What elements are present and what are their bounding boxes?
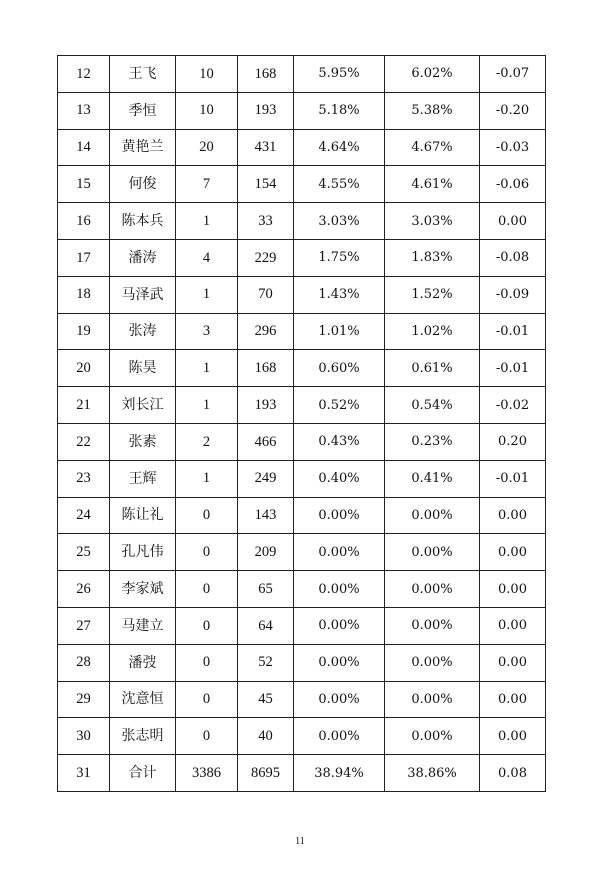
cell-row-number: 19 — [58, 313, 110, 350]
cell-row-number: 24 — [58, 497, 110, 534]
cell-total: 64 — [238, 607, 294, 644]
cell-percent-a: 4.64% — [294, 129, 385, 166]
cell-total: 431 — [238, 129, 294, 166]
table-row — [58, 534, 546, 571]
cell-name: 王辉 — [110, 460, 176, 497]
cell-total: 296 — [238, 313, 294, 350]
cell-count: 0 — [176, 681, 238, 718]
cell-percent-b: 1.52% — [385, 276, 480, 313]
page-number: 11 — [295, 836, 305, 847]
cell-row-number: 29 — [58, 681, 110, 718]
cell-percent-a: 4.55% — [294, 166, 385, 203]
cell-total: 209 — [238, 534, 294, 571]
cell-percent-b: 0.00% — [385, 607, 480, 644]
cell-difference: 0.00 — [480, 497, 546, 534]
cell-name: 李家斌 — [110, 571, 176, 608]
cell-difference: -0.06 — [480, 166, 546, 203]
cell-count: 0 — [176, 571, 238, 608]
cell-difference: 0.00 — [480, 607, 546, 644]
cell-total: 193 — [238, 92, 294, 129]
cell-count: 0 — [176, 644, 238, 681]
cell-percent-a: 0.52% — [294, 387, 385, 424]
cell-count: 0 — [176, 534, 238, 571]
table-body — [58, 56, 546, 792]
cell-difference: -0.20 — [480, 92, 546, 129]
cell-name: 马泽武 — [110, 276, 176, 313]
cell-percent-a: 1.01% — [294, 313, 385, 350]
cell-percent-b: 0.00% — [385, 644, 480, 681]
cell-difference: 0.00 — [480, 681, 546, 718]
table-row — [58, 129, 546, 166]
cell-percent-b: 6.02% — [385, 56, 480, 93]
table-row — [58, 681, 546, 718]
cell-percent-b: 3.03% — [385, 203, 480, 240]
cell-percent-b: 5.38% — [385, 92, 480, 129]
cell-percent-a: 0.00% — [294, 497, 385, 534]
cell-difference: 0.00 — [480, 571, 546, 608]
cell-count: 1 — [176, 350, 238, 387]
cell-percent-a: 5.18% — [294, 92, 385, 129]
cell-percent-b: 0.00% — [385, 534, 480, 571]
table-row — [58, 166, 546, 203]
cell-difference: 0.08 — [480, 755, 546, 792]
cell-total: 45 — [238, 681, 294, 718]
cell-total: 52 — [238, 644, 294, 681]
cell-name: 潘弢 — [110, 644, 176, 681]
table-row — [58, 423, 546, 460]
cell-row-number: 16 — [58, 203, 110, 240]
table-row — [58, 313, 546, 350]
cell-count: 10 — [176, 56, 238, 93]
cell-percent-b: 4.61% — [385, 166, 480, 203]
table-row — [58, 755, 546, 792]
cell-difference: -0.01 — [480, 313, 546, 350]
table-row — [58, 203, 546, 240]
cell-total: 466 — [238, 423, 294, 460]
cell-count: 3386 — [176, 755, 238, 792]
table-row — [58, 571, 546, 608]
cell-name: 黄艳兰 — [110, 129, 176, 166]
cell-percent-a: 0.00% — [294, 681, 385, 718]
data-table — [57, 55, 546, 792]
table-row — [58, 276, 546, 313]
cell-row-number: 21 — [58, 387, 110, 424]
cell-count: 7 — [176, 166, 238, 203]
table-row — [58, 460, 546, 497]
cell-row-number: 28 — [58, 644, 110, 681]
cell-percent-a: 1.75% — [294, 239, 385, 276]
cell-percent-a: 0.00% — [294, 607, 385, 644]
cell-percent-b: 0.00% — [385, 497, 480, 534]
cell-percent-b: 0.54% — [385, 387, 480, 424]
cell-row-number: 15 — [58, 166, 110, 203]
cell-name: 陈昊 — [110, 350, 176, 387]
cell-difference: -0.08 — [480, 239, 546, 276]
table-row — [58, 497, 546, 534]
cell-percent-b: 0.00% — [385, 681, 480, 718]
cell-percent-a: 0.00% — [294, 534, 385, 571]
cell-count: 20 — [176, 129, 238, 166]
cell-total: 154 — [238, 166, 294, 203]
cell-percent-b: 1.02% — [385, 313, 480, 350]
cell-percent-a: 0.40% — [294, 460, 385, 497]
table-row — [58, 718, 546, 755]
cell-name: 陈让礼 — [110, 497, 176, 534]
cell-count: 2 — [176, 423, 238, 460]
cell-percent-a: 0.00% — [294, 644, 385, 681]
cell-row-number: 17 — [58, 239, 110, 276]
cell-count: 0 — [176, 607, 238, 644]
cell-percent-b: 0.00% — [385, 718, 480, 755]
cell-count: 1 — [176, 460, 238, 497]
cell-total: 65 — [238, 571, 294, 608]
cell-percent-a: 38.94% — [294, 755, 385, 792]
cell-count: 1 — [176, 276, 238, 313]
cell-total: 193 — [238, 387, 294, 424]
cell-name: 刘长江 — [110, 387, 176, 424]
cell-name: 潘涛 — [110, 239, 176, 276]
cell-row-number: 30 — [58, 718, 110, 755]
cell-name: 季恒 — [110, 92, 176, 129]
cell-count: 4 — [176, 239, 238, 276]
cell-difference: 0.00 — [480, 534, 546, 571]
cell-percent-b: 4.67% — [385, 129, 480, 166]
cell-difference: 0.00 — [480, 644, 546, 681]
cell-name: 王飞 — [110, 56, 176, 93]
cell-total: 143 — [238, 497, 294, 534]
table-row — [58, 239, 546, 276]
cell-total: 8695 — [238, 755, 294, 792]
cell-row-number: 26 — [58, 571, 110, 608]
cell-percent-b: 38.86% — [385, 755, 480, 792]
cell-percent-b: 0.61% — [385, 350, 480, 387]
cell-row-number: 25 — [58, 534, 110, 571]
cell-count: 1 — [176, 203, 238, 240]
cell-total: 249 — [238, 460, 294, 497]
cell-row-number: 22 — [58, 423, 110, 460]
table-row — [58, 350, 546, 387]
table-row — [58, 607, 546, 644]
cell-total: 229 — [238, 239, 294, 276]
cell-row-number: 31 — [58, 755, 110, 792]
cell-row-number: 27 — [58, 607, 110, 644]
cell-name: 张素 — [110, 423, 176, 460]
cell-total: 40 — [238, 718, 294, 755]
cell-name: 张志明 — [110, 718, 176, 755]
cell-percent-b: 0.23% — [385, 423, 480, 460]
cell-count: 3 — [176, 313, 238, 350]
cell-name: 马建立 — [110, 607, 176, 644]
cell-row-number: 12 — [58, 56, 110, 93]
cell-percent-a: 0.00% — [294, 571, 385, 608]
cell-percent-b: 0.41% — [385, 460, 480, 497]
cell-name: 沈意恒 — [110, 681, 176, 718]
cell-name: 何俊 — [110, 166, 176, 203]
cell-percent-b: 1.83% — [385, 239, 480, 276]
cell-count: 10 — [176, 92, 238, 129]
cell-count: 0 — [176, 718, 238, 755]
cell-percent-a: 0.00% — [294, 718, 385, 755]
cell-difference: -0.01 — [480, 460, 546, 497]
cell-total: 168 — [238, 56, 294, 93]
cell-row-number: 18 — [58, 276, 110, 313]
cell-name: 合计 — [110, 755, 176, 792]
cell-total: 168 — [238, 350, 294, 387]
cell-total: 33 — [238, 203, 294, 240]
cell-difference: -0.01 — [480, 350, 546, 387]
cell-difference: -0.09 — [480, 276, 546, 313]
table-row — [58, 56, 546, 93]
cell-percent-a: 3.03% — [294, 203, 385, 240]
cell-difference: 0.20 — [480, 423, 546, 460]
cell-percent-a: 5.95% — [294, 56, 385, 93]
cell-percent-a: 0.60% — [294, 350, 385, 387]
cell-row-number: 14 — [58, 129, 110, 166]
table-row — [58, 644, 546, 681]
cell-name: 孔凡伟 — [110, 534, 176, 571]
cell-total: 70 — [238, 276, 294, 313]
cell-name: 张涛 — [110, 313, 176, 350]
cell-percent-b: 0.00% — [385, 571, 480, 608]
table-row — [58, 387, 546, 424]
cell-difference: -0.07 — [480, 56, 546, 93]
table-row — [58, 92, 546, 129]
cell-difference: 0.00 — [480, 718, 546, 755]
cell-percent-a: 0.43% — [294, 423, 385, 460]
cell-count: 1 — [176, 387, 238, 424]
cell-difference: 0.00 — [480, 203, 546, 240]
cell-row-number: 23 — [58, 460, 110, 497]
cell-name: 陈本兵 — [110, 203, 176, 240]
cell-difference: -0.02 — [480, 387, 546, 424]
cell-row-number: 20 — [58, 350, 110, 387]
cell-percent-a: 1.43% — [294, 276, 385, 313]
cell-count: 0 — [176, 497, 238, 534]
cell-row-number: 13 — [58, 92, 110, 129]
cell-difference: -0.03 — [480, 129, 546, 166]
